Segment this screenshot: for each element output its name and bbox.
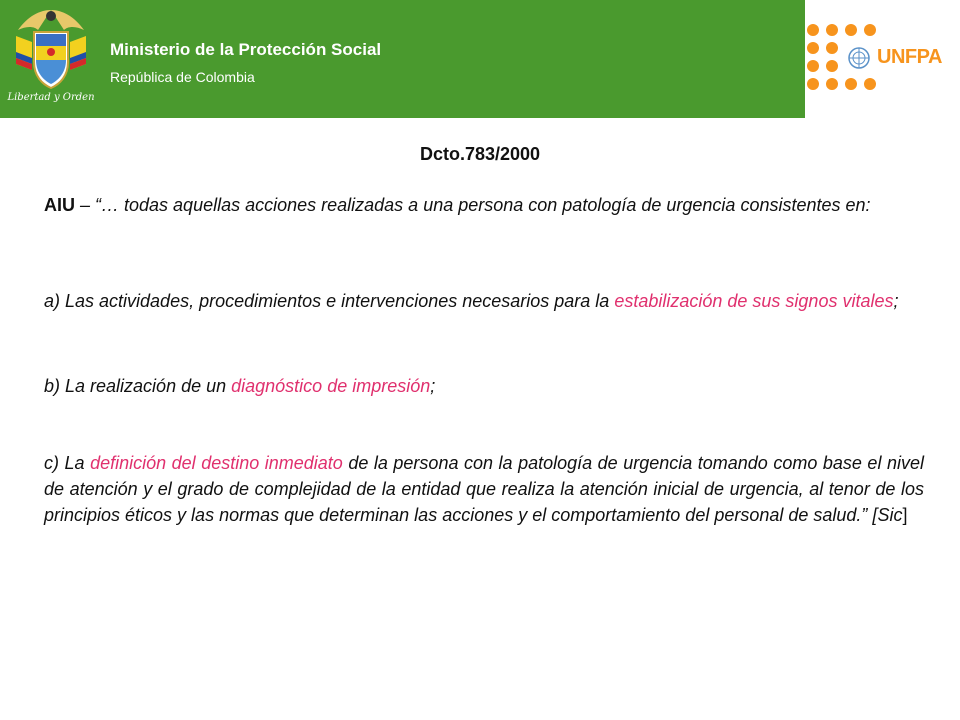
un-emblem-icon: [847, 46, 871, 70]
para-a-highlight: estabilización de sus signos vitales: [614, 291, 894, 311]
decree-title: Dcto.783/2000: [419, 144, 541, 164]
para-a-end: ;: [893, 291, 899, 311]
unfpa-logo: [805, 22, 955, 92]
para-a-text: a) Las actividades, procedimientos e intervenciones necesarios para la: [44, 291, 615, 311]
paragraph-c: [44, 450, 924, 528]
para-b-end: ;: [430, 376, 436, 396]
paragraph-aiu: [44, 192, 924, 218]
paragraph-a: [44, 288, 924, 314]
republic-name: República de Colombia: [110, 69, 255, 85]
aiu-text: – “… todas aquellas acciones realizadas a una persona con patología de urgencia consistentes en:: [75, 195, 871, 215]
unfpa-wordmark: UNFPA: [877, 46, 942, 68]
para-c-text: c) La: [44, 453, 91, 473]
header-band: [0, 0, 805, 118]
paragraph-b: [44, 373, 924, 399]
ministry-name: Ministerio de la Protección Social: [110, 40, 382, 59]
para-b-text: b) La realización de un: [44, 376, 232, 396]
para-c-sic: Sic: [877, 505, 903, 525]
para-c-end: ]: [902, 505, 908, 525]
para-c-highlight: definición del destino inmediato: [90, 453, 343, 473]
aiu-label: AIU: [44, 195, 75, 215]
para-c-body: de la persona con la patología de urgencia tomando como base el nivel de atención y el grado de complejidad de la entidad que realiza la atención inicial de urgencia, al tenor de los principios éticos y las normas que determinan las acciones y el comportamiento del personal de salud.” [: [44, 453, 924, 525]
para-b-highlight: diagnóstico de impresión: [231, 376, 431, 396]
motto: Libertad y Orden: [7, 92, 95, 103]
